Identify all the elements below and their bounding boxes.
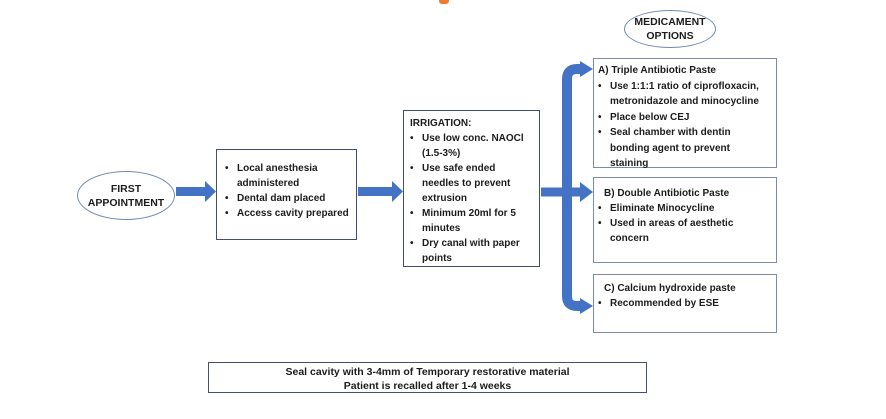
bullet-text: Local anesthesia administered	[237, 163, 318, 189]
option-c-title: C) Calcium hydroxide paste	[604, 283, 736, 294]
bullet-item	[598, 110, 770, 126]
bullet-text: Recommended by ESE	[610, 298, 719, 309]
bullet-text: Used in areas of aesthetic concern	[610, 218, 734, 244]
medicament-options-line1: MEDICAMENT	[634, 16, 706, 28]
bullet-item	[410, 161, 533, 206]
bullet-text: Eliminate Minocycline	[610, 203, 715, 214]
bullet-dot-icon: •	[410, 133, 414, 144]
bullet-item	[225, 161, 350, 191]
seal-cavity-box	[208, 362, 647, 393]
seal-cavity-line2: Patient is recalled after 1-4 weeks	[343, 380, 512, 392]
medicament-options-ellipse	[624, 10, 716, 48]
seal-cavity-line1: Seal cavity with 3-4mm of Temporary restorative material	[285, 366, 570, 378]
bullet-text: Access cavity prepared	[237, 208, 349, 219]
bullet-item	[598, 79, 770, 110]
medicament-options-line2: OPTIONS	[646, 30, 694, 42]
bullet-item	[598, 201, 770, 216]
arrow-first-to-prep-icon	[176, 181, 216, 202]
option-b-bullet-list	[598, 201, 770, 246]
arrowhead-option-c-icon	[580, 298, 593, 314]
option-a-bullet-list	[598, 79, 770, 172]
bullet-text: Seal chamber with dentin bonding agent to prevent staining	[610, 127, 731, 169]
first-appointment-line2: APPOINTMENT	[87, 196, 165, 209]
irrigation-box	[403, 110, 540, 267]
bullet-dot-icon: •	[225, 208, 229, 219]
option-b-box	[593, 177, 777, 263]
bullet-item	[598, 296, 770, 311]
option-b-title: B) Double Antibiotic Paste	[604, 188, 730, 199]
bullet-item	[410, 131, 533, 161]
option-a-title: A) Triple Antibiotic Paste	[598, 65, 716, 76]
irrigation-bullet-list	[410, 131, 533, 266]
bullet-text: Use 1:1:1 ratio of ciprofloxacin, metronidazole and minocycline	[610, 80, 759, 107]
first-appointment-line1: FIRST	[110, 182, 142, 195]
bullet-dot-icon: •	[598, 218, 602, 229]
bullet-text: Use low conc. NAOCl (1.5-3%)	[422, 133, 524, 159]
arrowhead-option-a-icon	[580, 61, 593, 77]
bullet-dot-icon: •	[410, 163, 414, 174]
cropped-text-fragment	[439, 0, 449, 4]
bullet-item	[225, 206, 350, 221]
bullet-item	[410, 206, 533, 236]
option-c-bullet-list	[598, 296, 770, 311]
arrow-prep-to-irrigation-icon	[358, 181, 403, 202]
bullet-text: Place below CEJ	[610, 111, 690, 123]
option-a-box	[593, 58, 777, 168]
bullet-dot-icon: •	[598, 298, 602, 309]
bullet-dot-icon: •	[225, 163, 229, 174]
bullet-dot-icon: •	[598, 127, 602, 138]
bullet-dot-icon: •	[598, 111, 602, 123]
bullet-item	[410, 236, 533, 266]
bullet-dot-icon: •	[410, 208, 414, 219]
bullet-text: Dental dam placed	[237, 193, 326, 204]
bullet-item	[598, 125, 770, 172]
bullet-dot-icon: •	[225, 193, 229, 204]
irrigation-title: IRRIGATION:	[410, 118, 472, 129]
bullet-text: Use safe ended needles to prevent extrusion	[422, 163, 511, 204]
option-c-box	[593, 274, 777, 333]
bullet-item	[225, 191, 350, 206]
bullet-item	[598, 216, 770, 246]
bullet-dot-icon: •	[598, 80, 602, 92]
preparation-box	[216, 149, 357, 240]
bullet-dot-icon: •	[598, 203, 602, 214]
bullet-dot-icon: •	[410, 238, 414, 249]
bullet-text: Dry canal with paper points	[422, 238, 520, 264]
first-appointment-ellipse	[77, 171, 175, 220]
bullet-text: Minimum 20ml for 5 minutes	[422, 208, 516, 234]
